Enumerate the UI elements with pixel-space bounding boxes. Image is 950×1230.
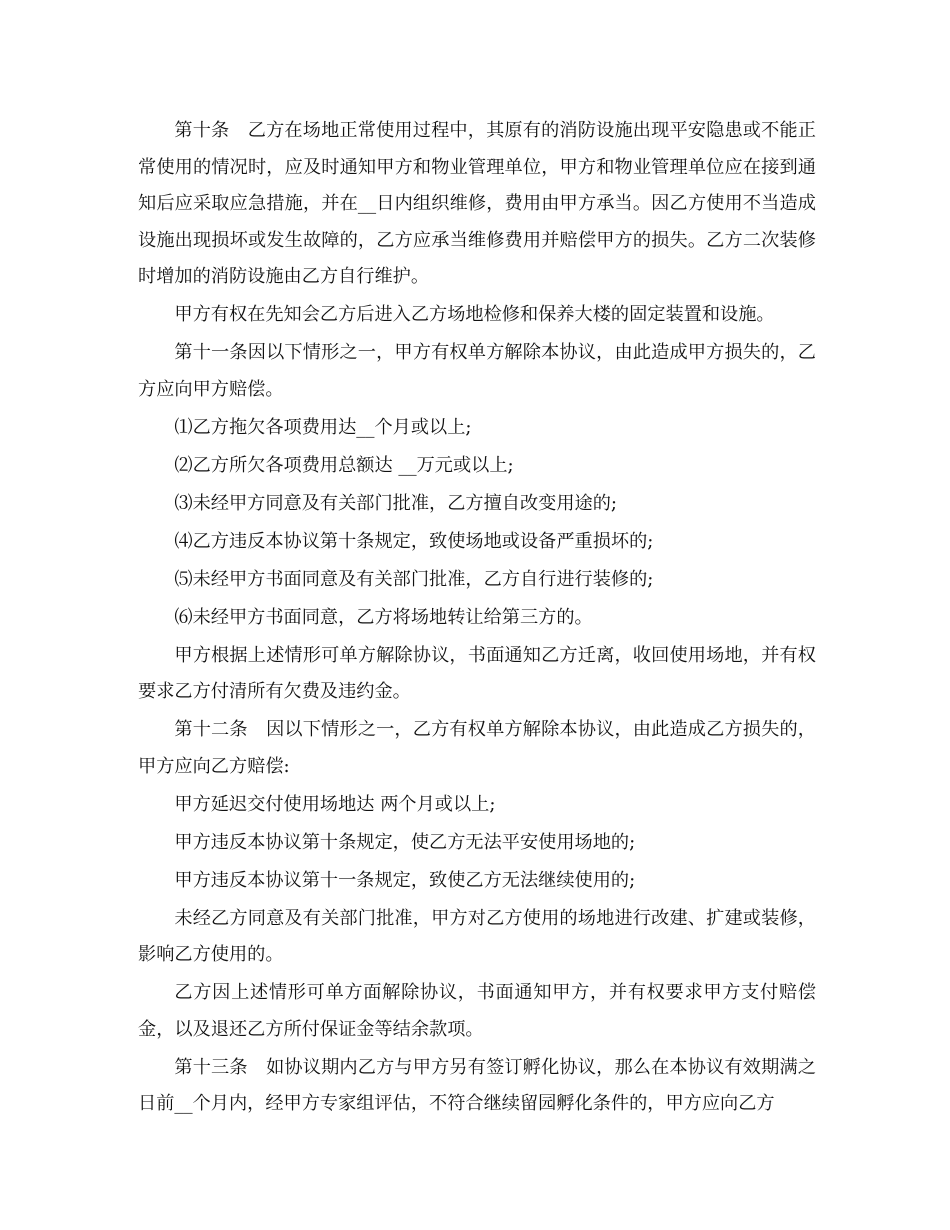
list-item-article-11-6: ⑹未经甲方书面同意，乙方将场地转让给第三方的。: [174, 606, 593, 628]
paragraph-article-10: 第十条 乙方在场地正常使用过程中，其原有的消防设施出现平安隐患或不能正常使用的情况时，应及时通知甲方和物业管理单位，甲方和物业管理单位应在接到通知后应采取应急措施，并在__日内组织维修，费用由甲方承当。因乙方使用不当造成设施出现损坏或发生故障的，乙方应承当维修费用并赔偿甲方的损失。乙方二次装修时增加的消防设施由乙方自行维护。: [138, 120, 816, 287]
list-item-article-11-3: ⑶未经甲方同意及有关部门批准，乙方擅自改变用途的;: [174, 492, 618, 514]
list-item-article-11-1: ⑴乙方拖欠各项费用达__个月或以上;: [174, 416, 472, 438]
list-item-article-12-1: 甲方延迟交付使用场地达 两个月或以上;: [174, 793, 496, 815]
list-item-article-12-2: 甲方违反本协议第十条规定，使乙方无法平安使用场地的;: [174, 831, 636, 853]
paragraph-inspection-right: 甲方有权在先知会乙方后进入乙方场地检修和保养大楼的固定装置和设施。: [174, 304, 775, 325]
paragraph-article-11: 第十一条因以下情形之一，甲方有权单方解除本协议，由此造成甲方损失的，乙方应向甲方赔偿。: [138, 342, 816, 400]
list-item-article-12-3: 甲方违反本协议第十一条规定，致使乙方无法继续使用的;: [174, 869, 636, 891]
paragraph-article-13: 第十三条 如协议期内乙方与甲方另有签订孵化协议，那么在本协议有效期满之日前__个月内，经甲方专家组评估，不符合继续留园孵化条件的，甲方应向乙方: [138, 1056, 816, 1114]
list-item-article-11-4: ⑷乙方违反本协议第十条规定，致使场地或设备严重损坏的;: [174, 530, 654, 552]
paragraph-article-12-termination: 乙方因上述情形可单方面解除协议，书面通知甲方，并有权要求甲方支付赔偿金，以及退还乙方所付保证金等结余款项。: [138, 982, 816, 1040]
list-item-article-11-2: ⑵乙方所欠各项费用总额达 __万元或以上;: [174, 454, 514, 476]
paragraph-article-12: 第十二条 因以下情形之一，乙方有权单方解除本协议，由此造成乙方损失的，甲方应向乙方赔偿:: [138, 719, 816, 777]
list-item-article-12-4: 未经乙方同意及有关部门批准，甲方对乙方使用的场地进行改建、扩建或装修，影响乙方使用的。: [138, 907, 816, 965]
list-item-article-11-5: ⑸未经甲方书面同意及有关部门批准，乙方自行进行装修的;: [174, 568, 654, 590]
paragraph-article-11-termination: 甲方根据上述情形可单方解除协议，书面通知乙方迁离，收回使用场地，并有权要求乙方付清所有欠费及违约金。: [138, 644, 816, 702]
